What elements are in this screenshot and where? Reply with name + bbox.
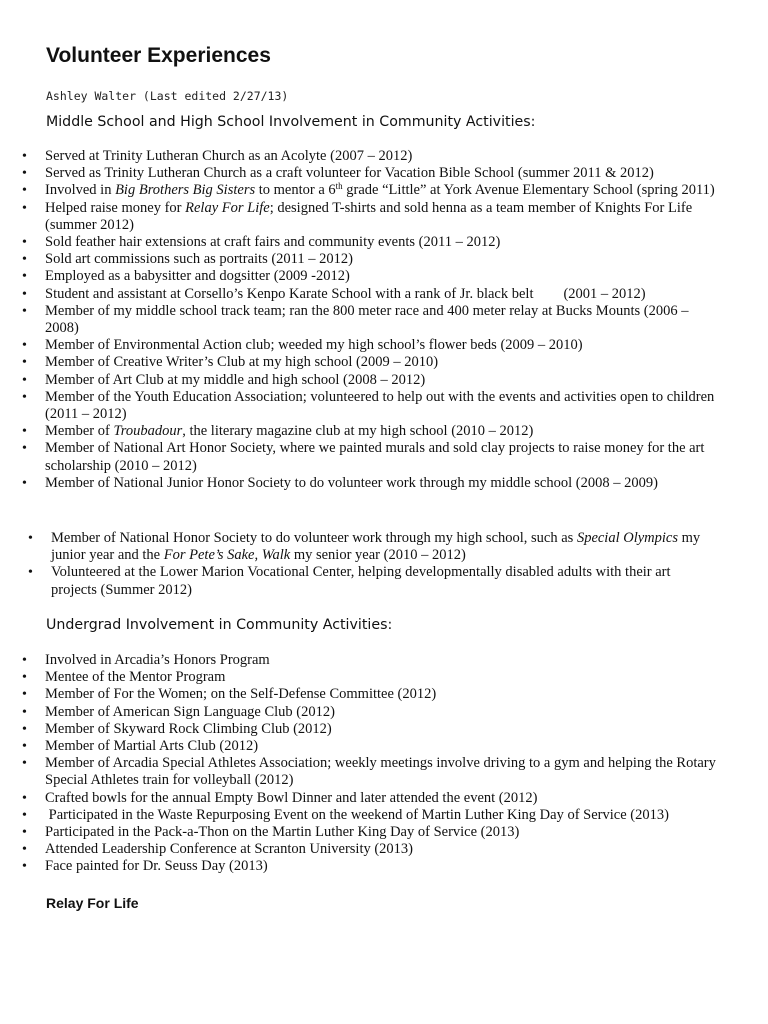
section-heading-undergrad: Undergrad Involvement in Community Activities: <box>46 617 393 633</box>
list-item: • Involved in Arcadia’s Honors Program <box>45 652 735 669</box>
list-item: • Attended Leadership Conference at Scranton University (2013) <box>45 841 735 858</box>
list-item: • Member of Art Club at my middle and high school (2008 – 2012) <box>45 372 725 389</box>
list-item: • Participated in the Pack-a-Thon on the Martin Luther King Day of Service (2013) <box>45 824 735 841</box>
list-item: • Sold feather hair extensions at craft fairs and community events (2011 – 2012) <box>45 234 725 251</box>
author-line: Ashley Walter (Last edited 2/27/13) <box>46 89 289 103</box>
section-heading-school: Middle School and High School Involvement in Community Activities: <box>46 114 536 130</box>
list-item: • Crafted bowls for the annual Empty Bowl Dinner and later attended the event (2012) <box>45 790 735 807</box>
school-activities-list-continued <box>51 530 701 599</box>
list-item: • Mentee of the Mentor Program <box>45 669 735 686</box>
list-item: • Involved in Big Brothers Big Sisters to mentor a 6th grade “Little” at York Avenue Elementary School (spring 2011) <box>45 182 725 199</box>
list-item: • Helped raise money for Relay For Life; designed T-shirts and sold henna as a team member of Knights For Life (summer 2012) <box>45 200 725 234</box>
section-heading-relay: Relay For Life <box>46 895 139 911</box>
list-item: • Member of National Art Honor Society, where we painted murals and sold clay projects to raise money for the art scholarship (2010 – 2012) <box>45 440 725 474</box>
list-item: • Member of Martial Arts Club (2012) <box>45 738 735 755</box>
list-item: • Member of Creative Writer’s Club at my high school (2009 – 2010) <box>45 354 725 371</box>
list-item: • Served at Trinity Lutheran Church as an Acolyte (2007 – 2012) <box>45 148 725 165</box>
list-item: • Member of the Youth Education Association; volunteered to help out with the events and activities open to children (2011 – 2012) <box>45 389 725 423</box>
list-item: • Student and assistant at Corsello’s Kenpo Karate School with a rank of Jr. black belt (2001 – 2012) <box>45 286 725 303</box>
list-item: • Member of Environmental Action club; weeded my high school’s flower beds (2009 – 2010) <box>45 337 725 354</box>
list-item: • Member of Arcadia Special Athletes Association; weekly meetings involve driving to a gym and helping the Rotary Special Athletes train for volleyball (2012) <box>45 755 735 789</box>
list-item: • Member of National Honor Society to do volunteer work through my high school, such as Special Olympics my junior year and the For Pete’s Sake, Walk my senior year (2010 – 2012) <box>51 530 701 564</box>
school-activities-list <box>45 148 725 492</box>
list-item: • Member of For the Women; on the Self-Defense Committee (2012) <box>45 686 735 703</box>
list-item: • Face painted for Dr. Seuss Day (2013) <box>45 858 735 875</box>
list-item: • Member of Troubadour, the literary magazine club at my high school (2010 – 2012) <box>45 423 725 440</box>
list-item: • Member of National Junior Honor Society to do volunteer work through my middle school (2008 – 2009) <box>45 475 725 492</box>
list-item: • Member of Skyward Rock Climbing Club (2012) <box>45 721 735 738</box>
list-item: • Employed as a babysitter and dogsitter (2009 -2012) <box>45 268 725 285</box>
list-item: • Volunteered at the Lower Marion Vocational Center, helping developmentally disabled adults with their art projects (Summer 2012) <box>51 564 701 598</box>
list-item: • Participated in the Waste Repurposing Event on the weekend of Martin Luther King Day of Service (2013) <box>45 807 735 824</box>
list-item: • Member of American Sign Language Club (2012) <box>45 704 735 721</box>
list-item: • Member of my middle school track team; ran the 800 meter race and 400 meter relay at Bucks Mounts (2006 – 2008) <box>45 303 725 337</box>
list-item: • Sold art commissions such as portraits (2011 – 2012) <box>45 251 725 268</box>
document-title: Volunteer Experiences <box>46 44 271 67</box>
list-item: • Served as Trinity Lutheran Church as a craft volunteer for Vacation Bible School (summer 2011 & 2012) <box>45 165 725 182</box>
undergrad-activities-list <box>45 652 735 876</box>
